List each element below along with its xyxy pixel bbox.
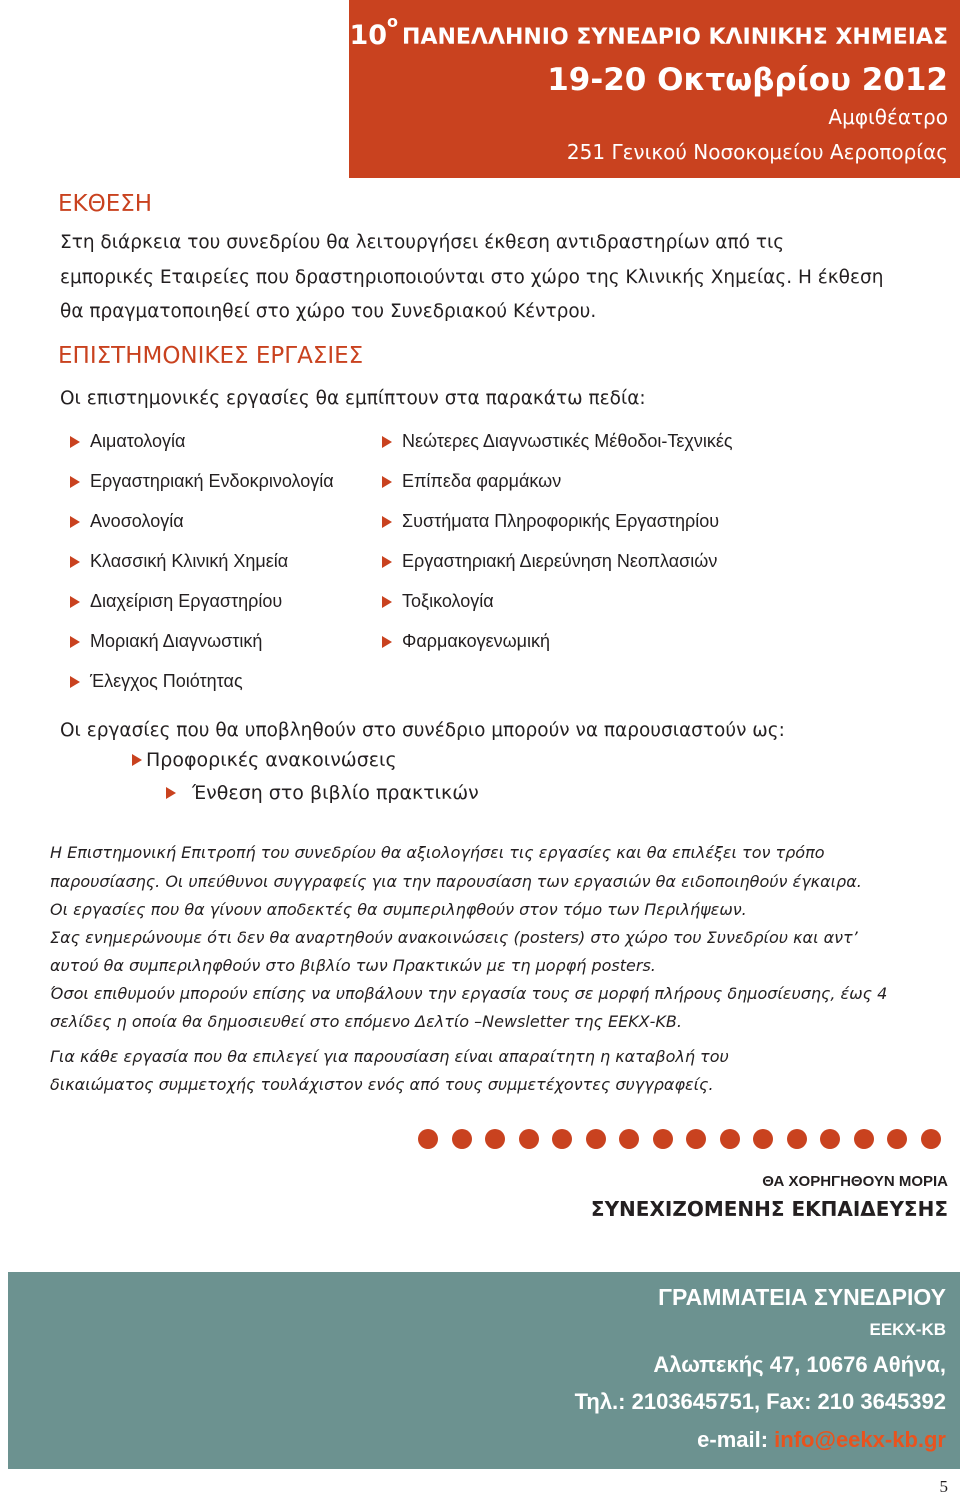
bullet-icon (70, 676, 80, 688)
dot-icon (820, 1129, 840, 1149)
note-line: δικαιώματος συμμετοχής τουλάχιστον ενός από τους συμμετέχοντες συγγραφείς. (50, 1075, 714, 1094)
credits-line-2: ΣΥΝΕΧΙΖΟΜΕΝΗΣ ΕΚΠΑΙΔΕΥΣΗΣ (590, 1197, 948, 1221)
dot-icon (686, 1129, 706, 1149)
dot-icon (586, 1129, 606, 1149)
bullet-icon (70, 476, 80, 488)
bullet-icon (382, 516, 392, 528)
note-line: Η Επιστημονική Επιτροπή του συνεδρίου θα αξιολογήσει τις εργασίες και θα επιλέξει τον τρόπο (50, 843, 825, 862)
secretariat-email-line (697, 1427, 946, 1453)
exhibition-line-1: Στη διάρκεια του συνεδρίου θα λειτουργήσει έκθεση αντιδραστηρίων από τις (60, 232, 785, 253)
field-item (70, 671, 243, 692)
field-item (382, 511, 719, 532)
conference-name: ΠΑΝΕΛΛΗΝΙΟ ΣΥΝΕΔΡΙΟ ΚΛΙΝΙΚΗΣ ΧΗΜΕΙΑΣ (402, 25, 948, 50)
dot-icon (854, 1129, 874, 1149)
exhibition-line-2: εμπορικές Εταιρείες που δραστηριοποιούνται στο χώρο της Κλινικής Χημείας. Η έκθεση (60, 267, 884, 288)
field-label: Επίπεδα φαρμάκων (402, 471, 562, 491)
field-label: Διαχείριση Εργαστηρίου (90, 591, 283, 611)
note-line: Σας ενημερώνουμε ότι δεν θα αναρτηθούν ανακοινώσεις (posters) στο χώρο του Συνεδρίου και αντ’ (50, 928, 858, 947)
note-line: σελίδες η οποία θα δημοσιευθεί στο επόμενο Δελτίο –Newsletter της ΕΕΚΧ-ΚΒ. (50, 1012, 682, 1031)
bullet-icon (382, 596, 392, 608)
field-item (70, 551, 288, 572)
field-label: Μοριακή Διαγνωστική (90, 631, 263, 651)
field-label: Συστήματα Πληροφορικής Εργαστηρίου (402, 511, 720, 531)
note-line: παρουσίασης. Οι υπεύθυνοι συγγραφείς για την παρουσίαση των εργασιών θα ειδοποιηθούν έγκαιρα. (50, 872, 862, 891)
dot-icon (552, 1129, 572, 1149)
dot-icon (619, 1129, 639, 1149)
field-item (70, 591, 282, 612)
conference-title (349, 12, 948, 51)
dot-icon (452, 1129, 472, 1149)
field-item (382, 591, 494, 612)
venue-line-2: 251 Γενικού Νοσοκομείου Αεροπορίας (566, 140, 948, 164)
dot-icon (720, 1129, 740, 1149)
conference-number-suffix: ο (387, 12, 399, 31)
conference-dates: 19-20 Οκτωβρίου 2012 (547, 62, 948, 98)
field-label: Αιματολογία (90, 431, 186, 451)
dot-icon (653, 1129, 673, 1149)
exhibition-line-3: θα πραγματοποιηθεί στο χώρο του Συνεδριακού Κέντρου. (60, 301, 597, 322)
dot-icon (519, 1129, 539, 1149)
bullet-icon (166, 787, 176, 799)
field-label: Κλασσική Κλινική Χημεία (90, 551, 289, 571)
presentation-type-item (132, 749, 397, 771)
field-label: Φαρμακογενωμική (402, 631, 551, 651)
field-item (70, 471, 334, 492)
dot-icon (418, 1129, 438, 1149)
secretariat-footer (8, 1272, 960, 1469)
field-item (382, 431, 733, 452)
bullet-icon (70, 556, 80, 568)
field-label: Τοξικολογία (402, 591, 494, 611)
dot-icon (921, 1129, 941, 1149)
field-item (70, 431, 185, 452)
field-label: Νεώτερες Διαγνωστικές Μέθοδοι-Τεχνικές (402, 431, 733, 451)
scientific-papers-title: ΕΠΙΣΤΗΜΟΝΙΚΕΣ ΕΡΓΑΣΙΕΣ (58, 343, 364, 369)
bullet-icon (132, 754, 142, 766)
conference-number: 10 (349, 20, 388, 51)
bullet-icon (70, 436, 80, 448)
page-number: 5 (939, 1477, 948, 1496)
presentation-type-label: Προφορικές ανακοινώσεις (146, 749, 397, 771)
presentation-type-label: Ένθεση στο βιβλίο πρακτικών (192, 782, 479, 804)
scientific-intro: Οι επιστημονικές εργασίες θα εμπίπτουν στα παρακάτω πεδία: (60, 388, 646, 409)
field-item (70, 511, 184, 532)
credits-line-1: ΘΑ ΧΟΡΗΓΗΘΟΥΝ ΜΟΡΙΑ (762, 1173, 948, 1190)
dot-icon (753, 1129, 773, 1149)
field-item (382, 471, 561, 492)
email-link[interactable]: info@eekx-kb.gr (774, 1427, 946, 1452)
note-line: Οι εργασίες που θα γίνουν αποδεκτές θα συμπεριληφθούν στον τόμο των Περιλήψεων. (50, 900, 747, 919)
dot-icon (485, 1129, 505, 1149)
note-line: αυτού θα συμπεριληφθούν στο βιβλίο των Πρακτικών με τη μορφή posters. (50, 956, 656, 975)
field-item (70, 631, 262, 652)
field-label: Έλεγχος Ποιότητας (90, 671, 243, 691)
venue-line-1: Αμφιθέατρο (828, 105, 948, 129)
bullet-icon (382, 476, 392, 488)
secretariat-phone: Τηλ.: 2103645751, Fax: 210 3645392 (574, 1389, 946, 1414)
secretariat-address: Αλωπεκής 47, 10676 Αθήνα, (653, 1352, 946, 1377)
field-label: Ανοσολογία (90, 511, 184, 531)
decorative-dots (418, 1129, 941, 1149)
presentation-type-item (166, 782, 479, 804)
conference-header (349, 0, 960, 178)
dot-icon (887, 1129, 907, 1149)
field-item (382, 551, 717, 572)
bullet-icon (382, 556, 392, 568)
dot-icon (787, 1129, 807, 1149)
bullet-icon (382, 636, 392, 648)
field-label: Εργαστηριακή Ενδοκρινολογία (90, 471, 334, 491)
secretariat-title: ΓΡΑΜΜΑΤΕΙΑ ΣΥΝΕΔΡΙΟΥ (658, 1284, 946, 1310)
note-line: Για κάθε εργασία που θα επιλεγεί για παρουσίαση είναι απαραίτητη η καταβολή του (50, 1047, 729, 1066)
bullet-icon (70, 516, 80, 528)
note-line: Όσοι επιθυμούν μπορούν επίσης να υποβάλουν την εργασία τους σε μορφή πλήρους δημοσίευσης, έως 4 (50, 984, 888, 1003)
email-label: e-mail: (697, 1427, 775, 1452)
presentation-intro: Οι εργασίες που θα υποβληθούν στο συνέδριο μπορούν να παρουσιαστούν ως: (60, 720, 785, 741)
bullet-icon (382, 436, 392, 448)
exhibition-title: ΕΚΘΕΣΗ (58, 191, 153, 217)
bullet-icon (70, 596, 80, 608)
bullet-icon (70, 636, 80, 648)
secretariat-org: ΕΕΚΧ-ΚΒ (869, 1320, 946, 1339)
field-item (382, 631, 550, 652)
field-label: Εργαστηριακή Διερεύνηση Νεοπλασιών (402, 551, 718, 571)
